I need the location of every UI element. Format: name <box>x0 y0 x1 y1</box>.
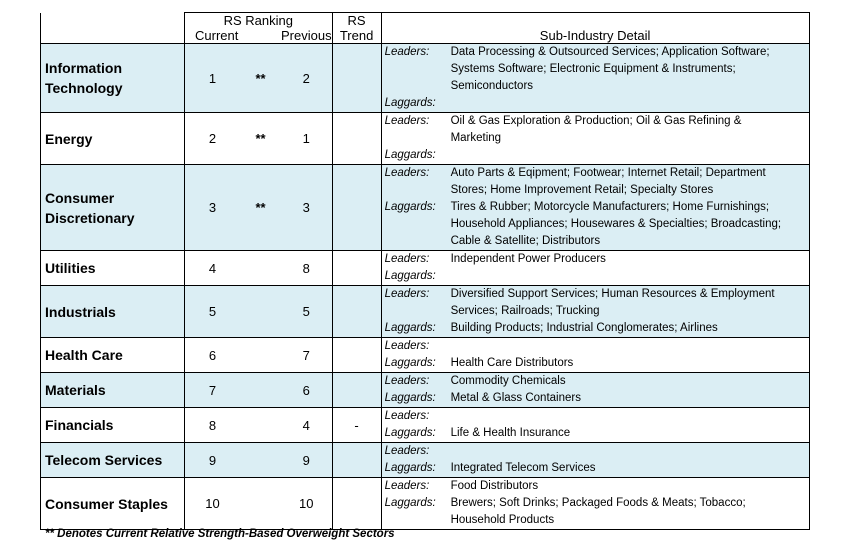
overweight-marker <box>240 286 281 338</box>
current-rank: 5 <box>185 286 241 338</box>
laggards-text: Metal & Glass Containers <box>450 392 581 404</box>
leaders-text: Commodity Chemicals <box>450 375 566 387</box>
sector-name <box>41 58 184 98</box>
overweight-marker: ** <box>240 44 281 113</box>
sector-row <box>41 373 810 408</box>
sector-name-line1: Financials <box>45 417 114 433</box>
sub-industry-detail <box>381 44 809 113</box>
detail-grid <box>382 478 809 529</box>
laggards-label: Laggards: <box>384 270 436 282</box>
leaders-text <box>451 338 809 355</box>
overweight-marker: ** <box>240 113 281 165</box>
laggards-text <box>451 95 809 112</box>
leaders-label: Leaders: <box>384 445 430 457</box>
leaders-label: Leaders: <box>384 167 430 179</box>
sector-row <box>41 44 810 113</box>
sector-name-line2: Technology <box>45 80 123 96</box>
laggards-text: Integrated Telecom Services <box>450 462 596 474</box>
current-rank: 6 <box>185 338 241 373</box>
laggards-text: Household Appliances; Housewares & Specialties; Broadcasting; <box>450 218 782 230</box>
laggards-label: Laggards: <box>384 97 436 109</box>
detail-grid <box>382 286 809 337</box>
laggards-label: Laggards: <box>384 497 436 509</box>
leaders-label <box>385 78 451 95</box>
sector-name-line1: Industrials <box>45 303 116 320</box>
sector-name-line2: Discretionary <box>45 209 135 226</box>
detail-grid <box>382 165 809 250</box>
overweight-marker <box>240 408 281 443</box>
sector-name-line1: Consumer Staples <box>45 495 168 512</box>
laggards-label: Laggards: <box>384 149 436 161</box>
sub-industry-detail <box>381 165 809 251</box>
leaders-label <box>385 303 451 320</box>
leaders-label <box>385 182 451 199</box>
overweight-marker <box>240 478 281 530</box>
previous-rank: 9 <box>281 443 332 478</box>
previous-rank: 7 <box>281 338 332 373</box>
current-rank: 8 <box>185 408 241 443</box>
rs-trend: - <box>332 408 381 443</box>
leaders-label: Leaders: <box>384 253 430 265</box>
sector-name <box>41 450 184 470</box>
rs-trend <box>332 373 381 408</box>
laggards-text: Life & Health Insurance <box>450 427 571 439</box>
sector-name <box>41 345 184 365</box>
leaders-text <box>451 443 809 460</box>
sector-cell <box>41 478 185 530</box>
leaders-text: Services; Railroads; Trucking <box>450 305 600 317</box>
previous-rank: 4 <box>281 408 332 443</box>
laggards-label <box>385 512 451 529</box>
laggards-text: Household Products <box>450 514 555 526</box>
previous-rank: 6 <box>281 373 332 408</box>
sub-industry-detail <box>381 286 809 338</box>
laggards-label: Laggards: <box>384 201 436 213</box>
sub-industry-detail <box>381 373 809 408</box>
sector-name <box>41 380 184 400</box>
rs-trend <box>332 251 381 286</box>
previous-rank: 2 <box>281 44 332 113</box>
rs-trend <box>332 286 381 338</box>
sector-name-line1: Utilities <box>45 260 96 276</box>
laggards-text <box>451 147 809 164</box>
sector-name-line1: Consumer <box>45 189 115 206</box>
sector-name <box>41 188 184 228</box>
sector-cell <box>41 408 185 443</box>
header-row-1 <box>41 13 810 29</box>
sector-name <box>41 129 184 149</box>
leaders-text: Diversified Support Services; Human Resources & Employment <box>450 288 775 300</box>
laggards-label <box>385 216 451 233</box>
previous-rank: 8 <box>281 251 332 286</box>
rs-ranking-table <box>40 12 810 530</box>
sector-name <box>41 302 184 322</box>
header-detail-blank <box>381 13 809 29</box>
sector-cell <box>41 165 185 251</box>
laggards-text: Health Care Distributors <box>450 357 574 369</box>
sector-name-line1: Telecom Services <box>45 452 163 468</box>
sub-industry-detail <box>381 443 809 478</box>
leaders-text: Auto Parts & Eqipment; Footwear; Internet Retail; Department <box>450 167 766 179</box>
leaders-label: Leaders: <box>384 115 430 127</box>
current-rank: 9 <box>185 443 241 478</box>
current-rank: 1 <box>185 44 241 113</box>
laggards-label: Laggards: <box>384 392 436 404</box>
detail-grid <box>382 373 809 407</box>
leaders-text: Stores; Home Improvement Retail; Specialty Stores <box>450 184 714 196</box>
sub-industry-detail <box>381 478 809 530</box>
sector-row <box>41 478 810 530</box>
current-rank: 3 <box>185 165 241 251</box>
leaders-label: Leaders: <box>384 340 430 352</box>
laggards-label <box>385 233 451 250</box>
overweight-marker <box>240 338 281 373</box>
leaders-label: Leaders: <box>384 46 430 58</box>
previous-rank: 10 <box>281 478 332 530</box>
sector-name <box>41 494 184 514</box>
sector-name <box>41 258 184 278</box>
previous-rank: 5 <box>281 286 332 338</box>
sub-industry-detail <box>381 251 809 286</box>
sector-cell <box>41 113 185 165</box>
overweight-marker <box>240 251 281 286</box>
overweight-marker <box>240 373 281 408</box>
leaders-text: Semiconductors <box>450 80 534 92</box>
previous-rank: 3 <box>281 165 332 251</box>
header-sector-blank <box>41 13 185 29</box>
rs-trend <box>332 113 381 165</box>
detail-grid <box>382 443 809 477</box>
leaders-label: Leaders: <box>384 410 430 422</box>
rs-trend <box>332 478 381 530</box>
leaders-text: Marketing <box>450 132 502 144</box>
rs-trend <box>332 443 381 478</box>
laggards-text: Building Products; Industrial Conglomerates; Airlines <box>450 322 718 334</box>
sub-industry-detail <box>381 113 809 165</box>
laggards-text: Brewers; Soft Drinks; Packaged Foods & Meats; Tobacco; <box>450 497 746 509</box>
footnote: ** Denotes Current Relative Strength-Based Overweight Sectors <box>45 528 395 540</box>
laggards-label: Laggards: <box>384 357 436 369</box>
sector-name-line1: Health Care <box>45 347 123 363</box>
sector-row <box>41 408 810 443</box>
header-rs-trend-line1: RS <box>332 13 381 29</box>
laggards-label: Laggards: <box>384 322 436 334</box>
leaders-label <box>385 61 451 78</box>
laggards-label: Laggards: <box>384 462 436 474</box>
leaders-text: Oil & Gas Exploration & Production; Oil & Gas Refining & <box>450 115 742 127</box>
overweight-marker: ** <box>240 165 281 251</box>
detail-grid <box>382 251 809 285</box>
detail-grid <box>382 44 809 112</box>
laggards-label: Laggards: <box>384 427 436 439</box>
rs-trend <box>332 44 381 113</box>
header-rs-ranking: RS Ranking <box>185 13 333 29</box>
detail-grid <box>382 408 809 442</box>
leaders-label: Leaders: <box>384 480 430 492</box>
sector-cell <box>41 251 185 286</box>
leaders-label: Leaders: <box>384 288 430 300</box>
sector-name-line1: Energy <box>45 130 93 147</box>
previous-rank: 1 <box>281 113 332 165</box>
current-rank: 4 <box>185 251 241 286</box>
leaders-text: Data Processing & Outsourced Services; Application Software; <box>450 46 770 58</box>
sector-name-line1: Materials <box>45 382 106 398</box>
sub-industry-detail <box>381 408 809 443</box>
laggards-text: Cable & Satellite; Distributors <box>450 235 601 247</box>
rs-trend <box>332 165 381 251</box>
header-rs-trend-line2: Trend <box>332 28 381 44</box>
sector-name-line1: Information <box>45 60 122 76</box>
sector-cell <box>41 286 185 338</box>
sector-row <box>41 443 810 478</box>
sector-name <box>41 415 184 435</box>
sector-cell <box>41 338 185 373</box>
overweight-marker <box>240 443 281 478</box>
sub-industry-detail <box>381 338 809 373</box>
detail-grid <box>382 338 809 372</box>
leaders-text: Systems Software; Electronic Equipment & Instruments; <box>450 63 736 75</box>
leaders-label <box>385 130 451 147</box>
leaders-text <box>451 408 809 425</box>
sector-cell <box>41 373 185 408</box>
sector-row <box>41 165 810 251</box>
rs-trend <box>332 338 381 373</box>
sector-cell <box>41 44 185 113</box>
header-row-2 <box>41 28 810 44</box>
detail-grid <box>382 113 809 164</box>
header-previous: Previous <box>281 28 332 43</box>
sector-row <box>41 286 810 338</box>
current-rank: 2 <box>185 113 241 165</box>
sector-row <box>41 113 810 165</box>
leaders-text: Independent Power Producers <box>450 253 606 265</box>
leaders-text: Food Distributors <box>450 480 539 492</box>
leaders-label: Leaders: <box>384 375 430 387</box>
laggards-text: Tires & Rubber; Motorcycle Manufacturers; Home Furnishings; <box>450 201 770 213</box>
sector-cell <box>41 443 185 478</box>
header-sub-industry-detail: Sub-Industry Detail <box>381 28 809 44</box>
sector-row <box>41 251 810 286</box>
sector-row <box>41 338 810 373</box>
header-sector-blank-2 <box>41 28 185 44</box>
laggards-text <box>451 268 809 285</box>
current-rank: 10 <box>185 478 241 530</box>
header-current: Current <box>195 28 239 43</box>
current-rank: 7 <box>185 373 241 408</box>
